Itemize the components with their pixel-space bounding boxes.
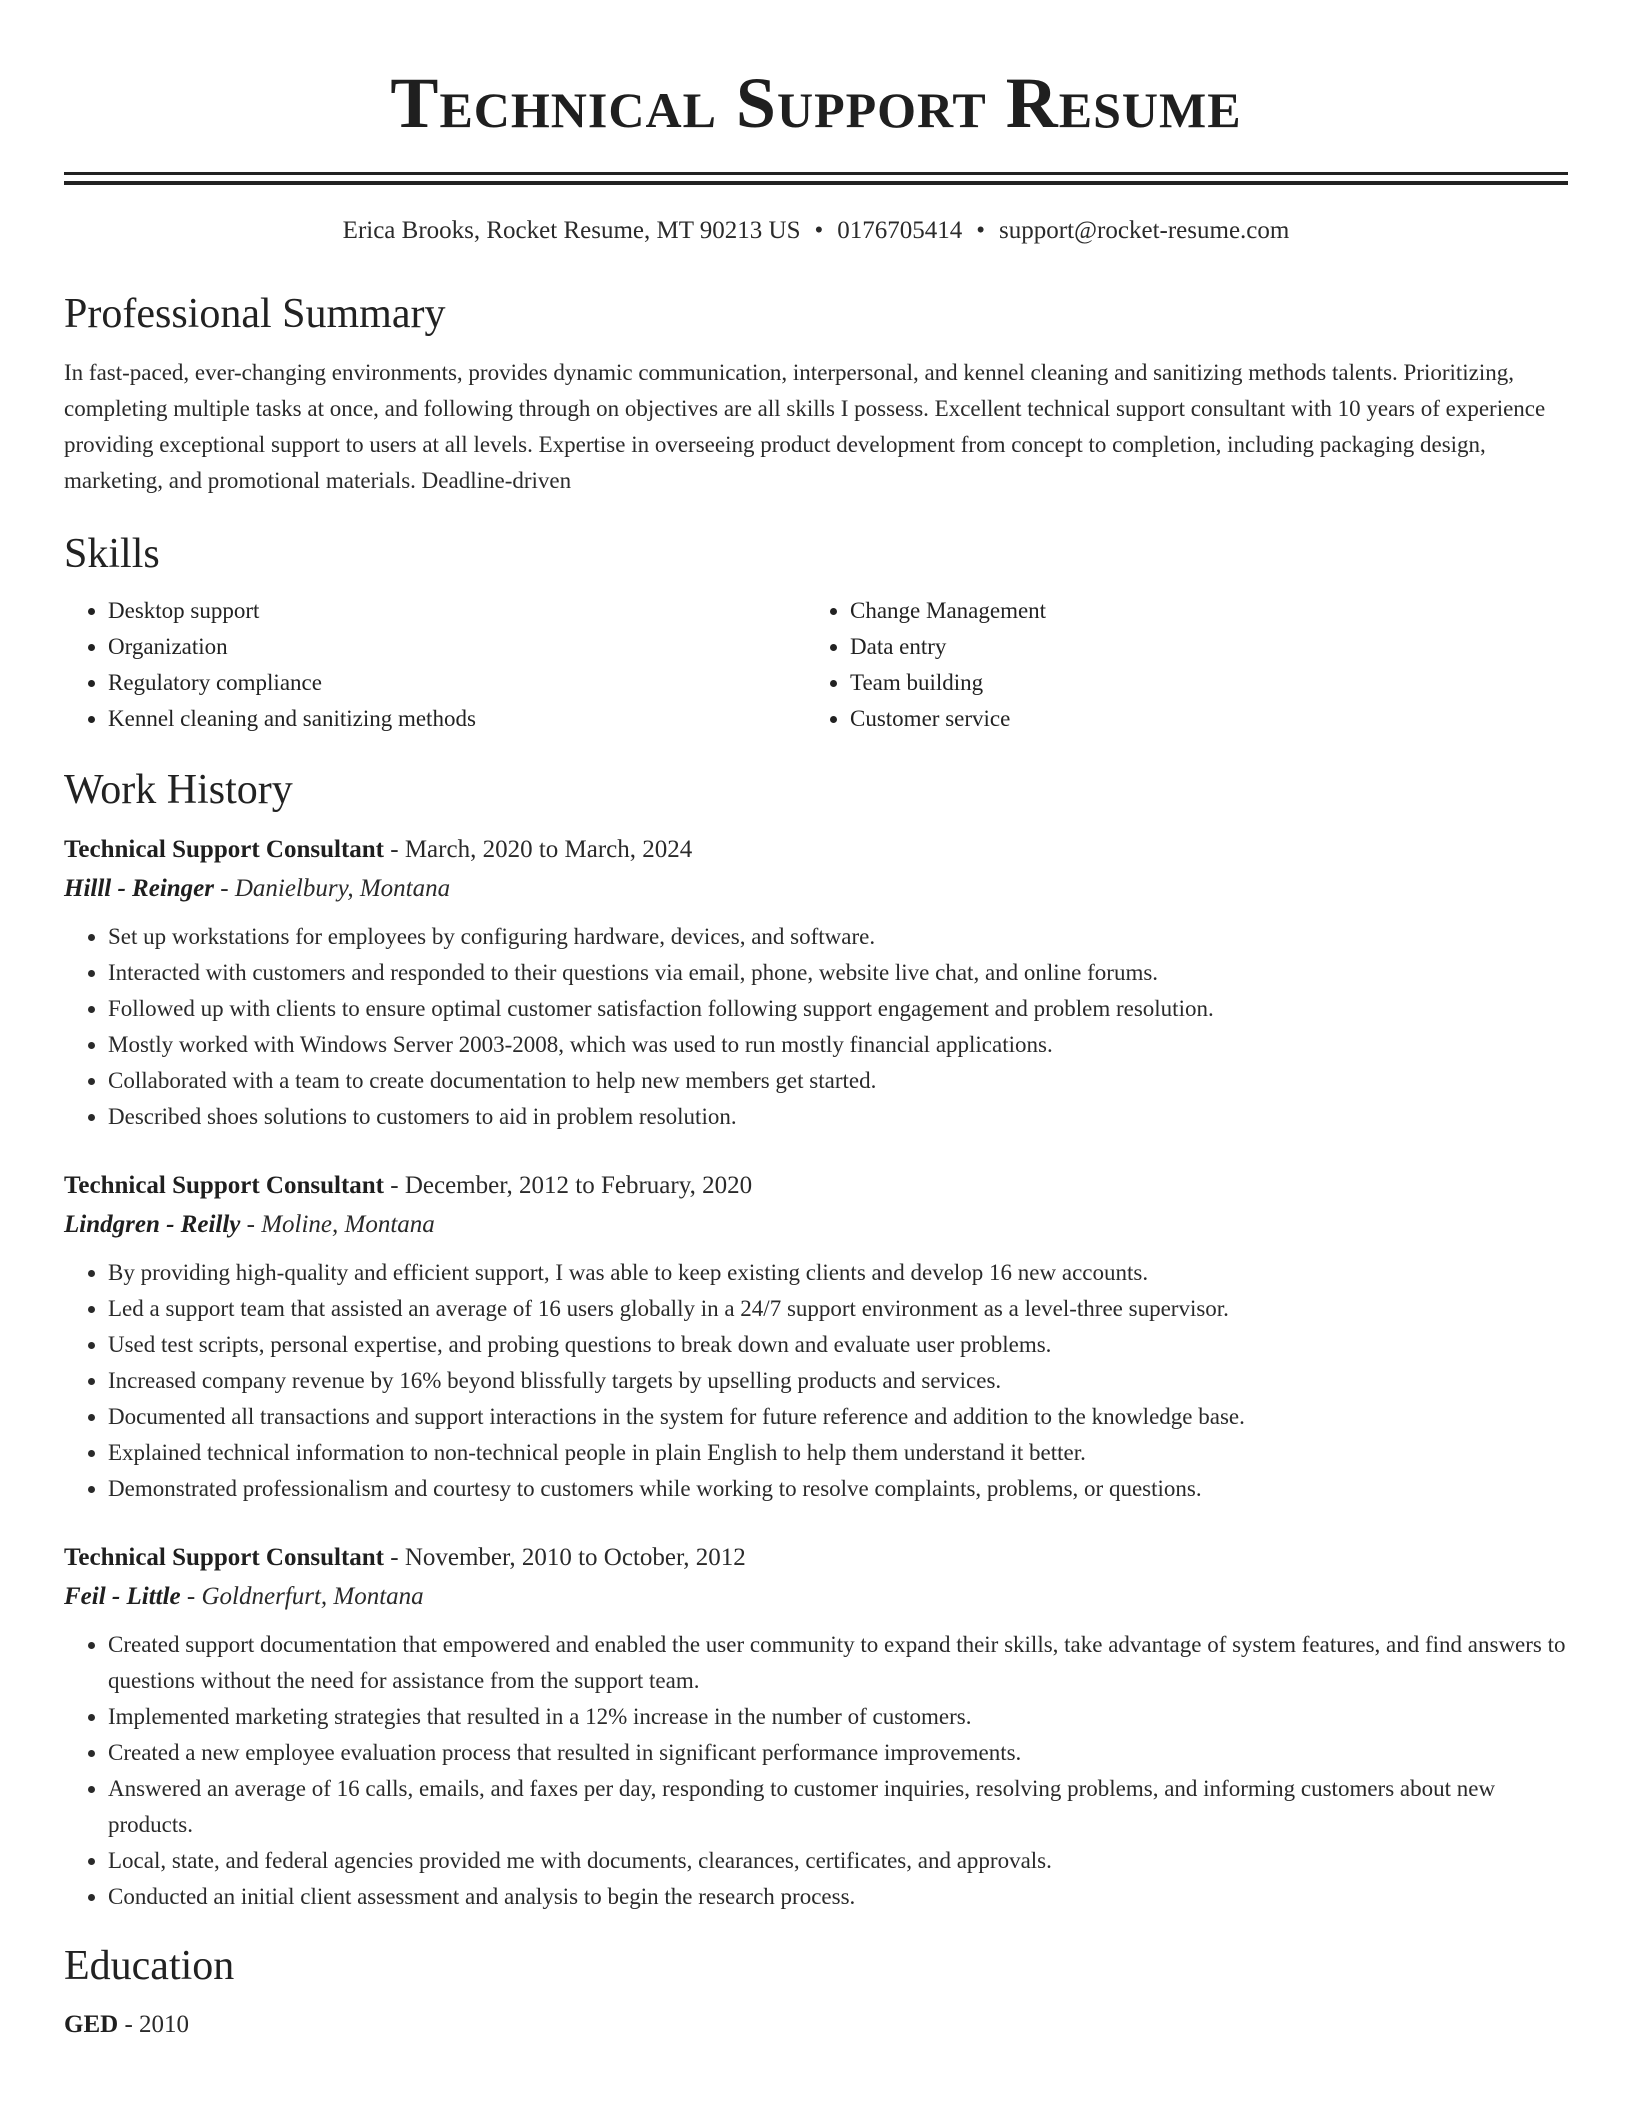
job-entry — [64, 831, 1568, 1135]
job-company: Hilll - Reinger — [64, 875, 214, 902]
job-dash: - — [240, 1211, 262, 1238]
skill-item: • Organization — [108, 629, 806, 665]
job-bullet: • Followed up with clients to ensure optimal customer satisfaction following support engagement and problem resolution. — [108, 991, 1568, 1027]
contact-phone: 0176705414 — [837, 217, 963, 244]
skills-list-left — [64, 593, 806, 737]
job-bullet: • Collaborated with a team to create documentation to help new members get started. — [108, 1063, 1568, 1099]
job-entry — [64, 1539, 1568, 1915]
resume-title: Technical Support Resume — [390, 63, 1242, 143]
job-bullet: • Led a support team that assisted an average of 16 users globally in a 24/7 support environment as a level-three supervisor. — [108, 1291, 1568, 1327]
job-bullet: • Explained technical information to non-technical people in plain English to help them understand it better. — [108, 1435, 1568, 1471]
contact-line — [64, 215, 1568, 247]
education-item — [64, 2007, 1568, 2043]
title-divider-top — [64, 172, 1568, 175]
education-year: 2010 — [139, 2011, 190, 2038]
job-bullet: • Increased company revenue by 16% beyond blissfully targets by upselling products and services. — [108, 1363, 1568, 1399]
job-bullet: • Created support documentation that empowered and enabled the user community to expand their skills, take advantage of system features, and find answers to questions without the need for assistance from the support team. — [108, 1627, 1568, 1699]
job-bullet: • Conducted an initial client assessment and analysis to begin the research process. — [108, 1879, 1568, 1915]
job-company: Feil - Little — [64, 1583, 181, 1610]
skill-item: • Regulatory compliance — [108, 665, 806, 701]
job-company: Lindgren - Reilly — [64, 1211, 241, 1238]
work-history-heading: Work History — [64, 767, 293, 813]
job-dash: - — [384, 1544, 405, 1571]
job-bullets — [64, 919, 1568, 1135]
job-role: Technical Support Consultant — [64, 836, 384, 863]
job-dash: - — [384, 836, 405, 863]
job-role: Technical Support Consultant — [64, 1172, 384, 1199]
skill-item: • Desktop support — [108, 593, 806, 629]
job-bullets — [64, 1255, 1568, 1507]
job-entry — [64, 1167, 1568, 1507]
job-bullet: • Demonstrated professionalism and courtesy to customers while working to resolve complaints, problems, or questions. — [108, 1471, 1568, 1507]
job-employer — [64, 1205, 1568, 1245]
contact-separator: • — [976, 217, 986, 244]
job-dash: - — [384, 1172, 405, 1199]
education-dash: - — [118, 2011, 140, 2038]
skills-columns — [64, 593, 1568, 737]
skills-list-right — [806, 593, 1548, 737]
education-heading: Education — [64, 1943, 235, 1989]
summary-text: In fast-paced, ever-changing environments, provides dynamic communication, interpersonal, and kennel cleaning and sanitizing methods talents. Prioritizing, completing multiple tasks at once, and following through on objectives are all skills I possess. Excellent technical support consultant with 10 years of experience providing exceptional support to users at all levels. Expertise in overseeing product development from concept to completion, including packaging design, marketing, and promotional materials. Deadline-driven — [64, 360, 1546, 493]
education-degree: GED — [64, 2011, 119, 2038]
job-role: Technical Support Consultant — [64, 1544, 384, 1571]
job-dash: - — [214, 875, 235, 902]
job-bullets — [64, 1627, 1568, 1915]
contact-address: Erica Brooks, Rocket Resume, MT 90213 US — [342, 217, 801, 244]
job-bullet: • Local, state, and federal agencies provided me with documents, clearances, certificates, and approvals. — [108, 1843, 1568, 1879]
job-dash: - — [180, 1583, 202, 1610]
summary-heading: Professional Summary — [64, 291, 446, 337]
skills-heading: Skills — [64, 531, 160, 577]
skill-item: • Change Management — [850, 593, 1548, 629]
job-dates: November, 2010 to October, 2012 — [404, 1544, 746, 1571]
skill-item: • Data entry — [850, 629, 1548, 665]
job-header — [64, 831, 1568, 869]
job-dates: December, 2012 to February, 2020 — [404, 1172, 753, 1199]
job-bullet: • Interacted with customers and responded to their questions via email, phone, website live chat, and online forums. — [108, 955, 1568, 991]
job-bullet: • Answered an average of 16 calls, emails, and faxes per day, responding to customer inquiries, resolving problems, and informing customers about new products. — [108, 1771, 1568, 1843]
job-bullet: • Mostly worked with Windows Server 2003-2008, which was used to run mostly financial applications. — [108, 1027, 1568, 1063]
job-employer — [64, 1577, 1568, 1617]
title-divider-bottom — [64, 181, 1568, 185]
job-header — [64, 1539, 1568, 1577]
skill-item: • Team building — [850, 665, 1548, 701]
job-bullet: • By providing high-quality and efficient support, I was able to keep existing clients and develop 16 new accounts. — [108, 1255, 1568, 1291]
job-bullet: • Created a new employee evaluation process that resulted in significant performance improvements. — [108, 1735, 1568, 1771]
job-header — [64, 1167, 1568, 1205]
job-location: Moline, Montana — [261, 1211, 435, 1238]
skill-item: • Kennel cleaning and sanitizing methods — [108, 701, 806, 737]
job-bullet: • Documented all transactions and support interactions in the system for future reference and addition to the knowledge base. — [108, 1399, 1568, 1435]
job-bullet: • Set up workstations for employees by configuring hardware, devices, and software. — [108, 919, 1568, 955]
job-dates: March, 2020 to March, 2024 — [404, 836, 693, 863]
job-location: Danielbury, Montana — [234, 875, 451, 902]
skill-item: • Customer service — [850, 701, 1548, 737]
contact-separator: • — [814, 217, 824, 244]
job-location: Goldnerfurt, Montana — [201, 1583, 424, 1610]
job-bullet: • Described shoes solutions to customers to aid in problem resolution. — [108, 1099, 1568, 1135]
job-bullet: • Implemented marketing strategies that resulted in a 12% increase in the number of customers. — [108, 1699, 1568, 1735]
job-bullet: • Used test scripts, personal expertise, and probing questions to break down and evaluate user problems. — [108, 1327, 1568, 1363]
job-employer — [64, 869, 1568, 909]
contact-email: support@rocket-resume.com — [999, 217, 1290, 244]
